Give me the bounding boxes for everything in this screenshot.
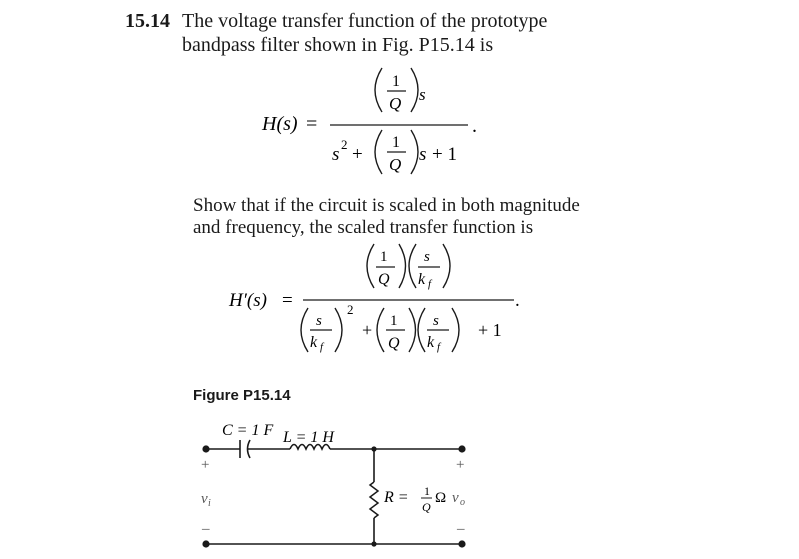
eq2-den-k1: k — [310, 334, 318, 351]
eq2-lhs: H′(s) — [229, 290, 267, 311]
eq2-num-paren1-left — [367, 244, 374, 288]
eq1-den-right-paren — [411, 130, 418, 174]
vo-plus: + — [456, 457, 465, 473]
resistor-label: R = — [384, 489, 409, 506]
eq1-den-sup2: 2 — [341, 137, 348, 152]
vo-minus: – — [457, 521, 465, 537]
terminal-input-bottom — [202, 540, 209, 547]
capacitor-label: C = 1 F — [222, 422, 274, 439]
eq1-num-s: s — [419, 85, 426, 104]
eq1-num-left-paren — [375, 68, 382, 112]
eq2-den-paren3-right — [452, 308, 459, 352]
figure-label: Figure P15.14 — [193, 387, 291, 404]
eq2-period: . — [515, 290, 520, 311]
eq2-num-s: s — [424, 249, 430, 265]
resistor-frac-num: 1 — [424, 484, 430, 498]
vi-sub: i — [208, 498, 211, 509]
problem-number: 15.14 — [125, 10, 170, 32]
ohm-symbol: Ω — [435, 490, 447, 506]
equation-scaled-transfer-function — [210, 238, 540, 362]
eq2-num-paren2-left — [409, 244, 416, 288]
node-top — [371, 446, 376, 451]
eq2-den-k1-sub: f — [320, 341, 324, 353]
eq1-lhs: H(s) — [262, 113, 298, 135]
eq1-den-left-paren — [375, 130, 382, 174]
eq2-den-plus-one: + 1 — [478, 320, 502, 340]
eq2-den-paren1-left — [301, 308, 308, 352]
eq2-den-sup2: 2 — [347, 302, 354, 317]
eq1-equals: = — [306, 113, 318, 135]
vi-label: v — [201, 491, 208, 507]
problem-text-line2: bandpass filter shown in Fig. P15.14 is — [182, 34, 494, 56]
vo-sub: o — [460, 497, 465, 508]
problem-text-line1: The voltage transfer function of the prototype — [182, 10, 548, 32]
eq2-den-paren3-left — [418, 308, 425, 352]
eq2-den-s1: s — [316, 313, 322, 329]
resistor-frac-den: Q — [422, 500, 431, 514]
inductor-label: L = 1 H — [283, 429, 334, 446]
eq1-den-one: 1 — [392, 134, 400, 151]
eq2-num-paren2-right — [443, 244, 450, 288]
circuit-diagram — [190, 416, 490, 556]
eq2-den-plus: + — [362, 320, 373, 340]
eq2-den-paren2-left — [377, 308, 384, 352]
eq1-den-s2: s — [419, 144, 427, 165]
equation-transfer-function — [240, 62, 510, 180]
eq1-den-plus: + — [352, 144, 363, 165]
eq1-den-s: s — [332, 144, 340, 165]
eq1-num-q: Q — [389, 94, 402, 113]
eq1-den-q: Q — [389, 155, 402, 174]
vi-minus: – — [202, 521, 210, 537]
terminal-output-bottom — [458, 540, 465, 547]
resistor-zigzag — [370, 482, 378, 518]
eq2-num-k-sub: f — [428, 278, 432, 290]
eq2-num-one: 1 — [380, 249, 388, 265]
eq2-den-paren1-right — [335, 308, 342, 352]
eq2-den-s2: s — [433, 313, 439, 329]
eq2-den-k2-sub: f — [437, 341, 441, 353]
paragraph-line1: Show that if the circuit is scaled in both magnitude — [193, 195, 580, 216]
eq1-num-one: 1 — [392, 73, 400, 90]
eq1-period: . — [472, 115, 477, 137]
eq2-num-paren1-right — [399, 244, 406, 288]
terminal-input-top — [202, 445, 209, 452]
vi-plus: + — [201, 457, 210, 473]
eq1-num-right-paren — [411, 68, 418, 112]
eq2-den-one: 1 — [390, 313, 398, 329]
terminal-output-top — [458, 445, 465, 452]
node-bottom — [371, 541, 376, 546]
paragraph-line2: and frequency, the scaled transfer function is — [193, 217, 534, 238]
eq2-num-k: k — [418, 271, 426, 288]
eq2-den-k2: k — [427, 334, 435, 351]
eq2-den-q: Q — [388, 335, 400, 352]
vo-label: v — [452, 490, 459, 506]
eq2-den-paren2-right — [409, 308, 416, 352]
eq2-num-q: Q — [378, 271, 390, 288]
eq2-equals: = — [282, 290, 293, 311]
eq1-den-plus-one: + 1 — [432, 144, 457, 165]
